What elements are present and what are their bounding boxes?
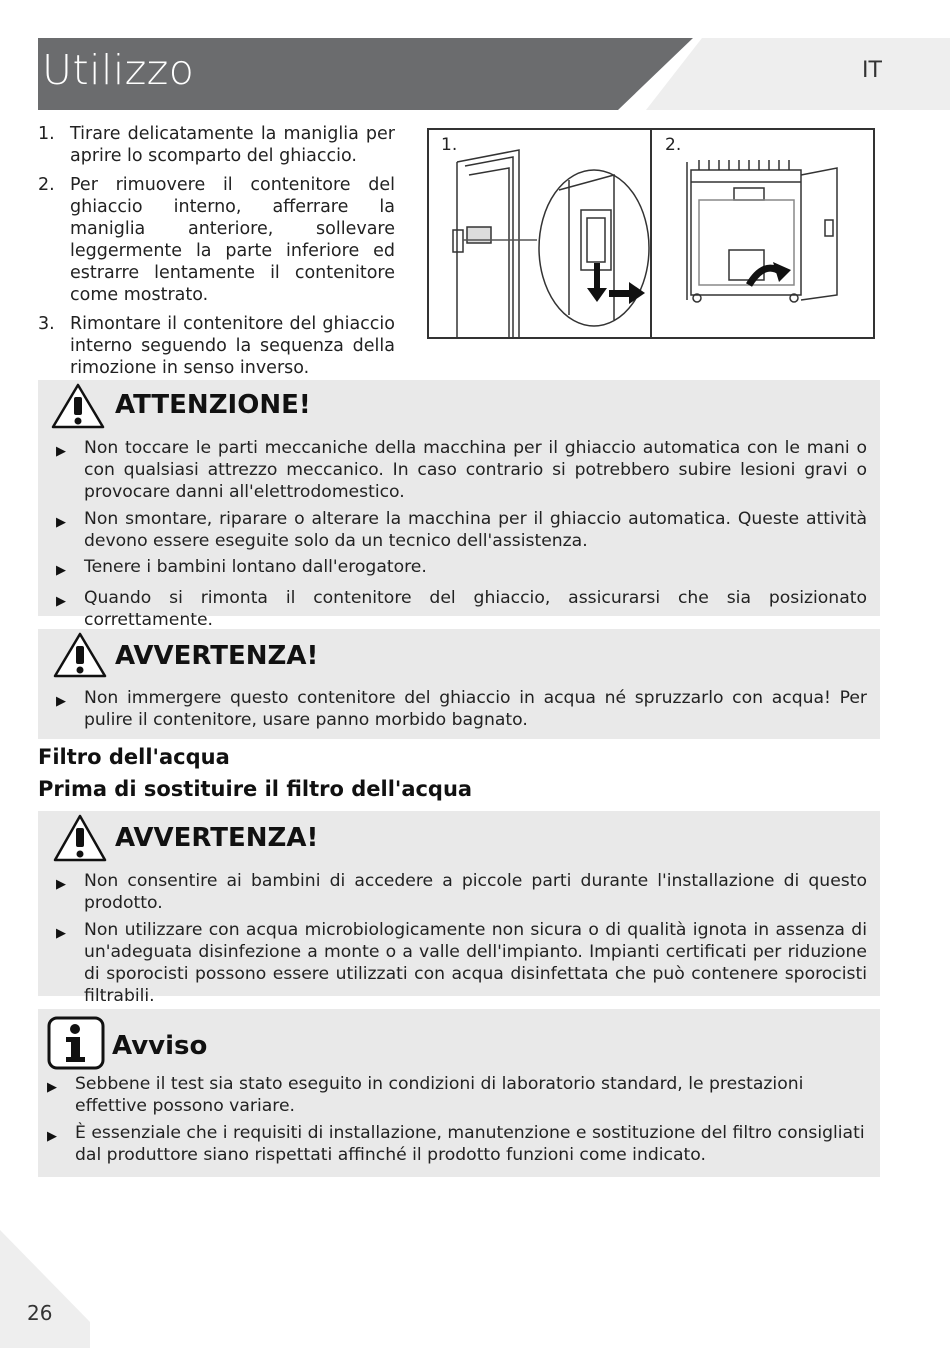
list-item: ▶ Non utilizzare con acqua microbiologicamente non sicura o di qualità ignota in assenza di un'adeguata disinfezione a monte o a valle dell'impianto. Impianti certificati per riduzione di sporocisti possono essere utilizzati con acqua disinfettata che può contenere sporocisti filtrabili. bbox=[56, 919, 867, 1006]
list-item: ▶ Non immergere questo contenitore del ghiaccio in acqua né spruzzarlo con acqua! Per pulire il contenitore, usare panno morbido bagnato. bbox=[56, 688, 867, 730]
attenzione-list bbox=[56, 437, 867, 635]
list-item: ▶ Quando si rimonta il contenitore del ghiaccio, assicurarsi che sia posizionato correttamente. bbox=[56, 587, 867, 630]
attenzione-title: ATTENZIONE! bbox=[115, 390, 311, 420]
list-item: ▶ Non smontare, riparare o alterare la macchina per il ghiaccio automatica. Queste attività devono essere eseguite solo da un tecnico dell'assistenza. bbox=[56, 508, 867, 551]
steps-list bbox=[38, 123, 395, 386]
filter-heading: Filtro dell'acqua bbox=[38, 745, 230, 769]
list-item: ▶ Tenere i bambini lontano dall'erogatore. bbox=[56, 557, 427, 578]
page-title: Utilizzo bbox=[42, 46, 195, 94]
figure-label-2: 2. bbox=[665, 135, 682, 155]
warning-triangle-icon bbox=[50, 382, 106, 430]
avvertenza-title: AVVERTENZA! bbox=[115, 823, 319, 853]
warning-triangle-icon bbox=[52, 813, 108, 863]
avvertenza-list bbox=[56, 687, 867, 736]
avviso-list bbox=[47, 1073, 872, 1170]
filter-subheading: Prima di sostituire il filtro dell'acqua bbox=[38, 777, 473, 801]
list-item: ▶ Non toccare le parti meccaniche della macchina per il ghiaccio automatica con le mani o con qualsiasi attrezzo meccanico. In caso contrario si potrebbero subire lesioni gravi o provocare danni all'elettrodomestico. bbox=[56, 438, 867, 502]
avvertenza-title: AVVERTENZA! bbox=[115, 641, 319, 671]
language-label: IT bbox=[862, 58, 882, 83]
ice-bin-removal-illustration bbox=[427, 128, 875, 339]
page-corner bbox=[0, 1230, 90, 1348]
step-item: 3. Rimontare il contenitore del ghiaccio interno seguendo la sequenza della rimozione in senso inverso. bbox=[38, 314, 395, 378]
list-item: ▶ È essenziale che i requisiti di installazione, manutenzione e sostituzione del filtro consigliati dal produttore siano rispettati affinché il prodotto funzioni come indicato. bbox=[47, 1122, 865, 1165]
attenzione-box bbox=[38, 380, 880, 630]
list-item: ▶ Non consentire ai bambini di accedere a piccole parti durante l'installazione di questo prodotto. bbox=[56, 871, 867, 913]
avvertenza-box-1 bbox=[38, 629, 880, 739]
avvertenza-box-2 bbox=[38, 811, 880, 1006]
step-item: 1. Tirare delicatamente la maniglia per aprire lo scomparto del ghiaccio. bbox=[38, 124, 395, 166]
figure-label-1: 1. bbox=[441, 135, 458, 155]
avvertenza-list bbox=[56, 870, 867, 1011]
step-item: 2. Per rimuovere il contenitore del ghiaccio interno, afferrare la maniglia anteriore, sollevare leggermente la parte inferiore ed estrarre lentamente il contenitore come mostrato. bbox=[38, 175, 395, 305]
warning-triangle-icon bbox=[52, 631, 108, 679]
avviso-box bbox=[38, 1009, 880, 1177]
page-number: 26 bbox=[27, 1301, 53, 1325]
avviso-title: Avviso bbox=[112, 1031, 208, 1061]
list-item: ▶ Sebbene il test sia stato eseguito in condizioni di laboratorio standard, le prestazioni effettive possono variare. bbox=[47, 1074, 804, 1116]
info-icon bbox=[46, 1015, 106, 1071]
